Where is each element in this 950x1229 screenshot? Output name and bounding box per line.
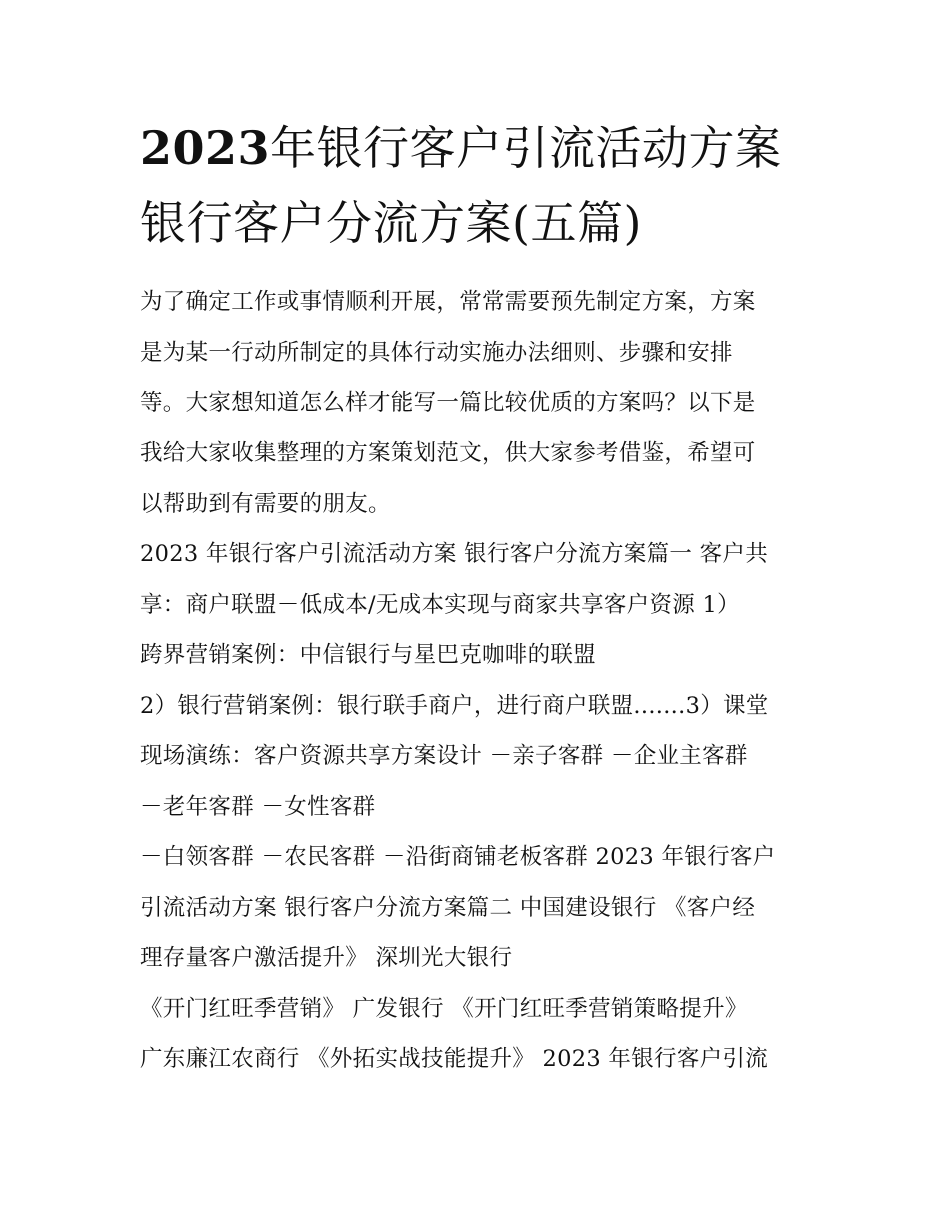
body-line: 《开门红旺季营销》 广发银行 《开门红旺季营销策略提升》 xyxy=(140,996,748,1022)
body-line: 跨界营销案例：中信银行与星巴克咖啡的联盟 xyxy=(140,642,597,668)
body-line: 广东廉江农商行 《外拓实战技能提升》 2023 年银行客户引流 xyxy=(140,1046,769,1072)
body-line: －白领客群 －农民客群 －沿街商铺老板客群 2023 年银行客户 xyxy=(140,844,776,870)
body-line: 现场演练：客户资源共享方案设计 －亲子客群 －企业主客群 xyxy=(140,743,748,769)
document-title-line-1 xyxy=(140,112,820,184)
title-year: 2023 xyxy=(140,121,271,175)
body-line: 是为某一行动所制定的具体行动实施办法细则、步骤和安排 xyxy=(140,340,733,366)
body-line: 引流活动方案 银行客户分流方案篇二 中国建设银行 《客户经 xyxy=(140,895,756,921)
body-line: 为了确定工作或事情顺利开展，常常需要预先制定方案，方案 xyxy=(140,289,756,315)
title-text: 年银行客户引流活动方案 xyxy=(270,121,782,175)
body-line: －老年客群 －女性客群 xyxy=(140,794,376,820)
body-line: 以帮助到有需要的朋友。 xyxy=(140,491,391,517)
body-line: 2）银行营销案例：银行联手商户，进行商户联盟.......3）课堂 xyxy=(140,693,769,719)
body-line: 我给大家收集整理的方案策划范文，供大家参考借鉴，希望可 xyxy=(140,440,756,466)
body-line: 理存量客户激活提升》 深圳光大银行 xyxy=(140,945,513,971)
document-title-line-2: 银行客户分流方案(五篇) xyxy=(140,196,642,250)
body-line: 享：商户联盟－低成本/无成本实现与商家共享客户资源 1） xyxy=(140,592,740,618)
body-line: 等。大家想知道怎么样才能写一篇比较优质的方案吗？以下是 xyxy=(140,390,756,416)
body-line: 2023 年银行客户引流活动方案 银行客户分流方案篇一 客户共 xyxy=(140,541,769,567)
